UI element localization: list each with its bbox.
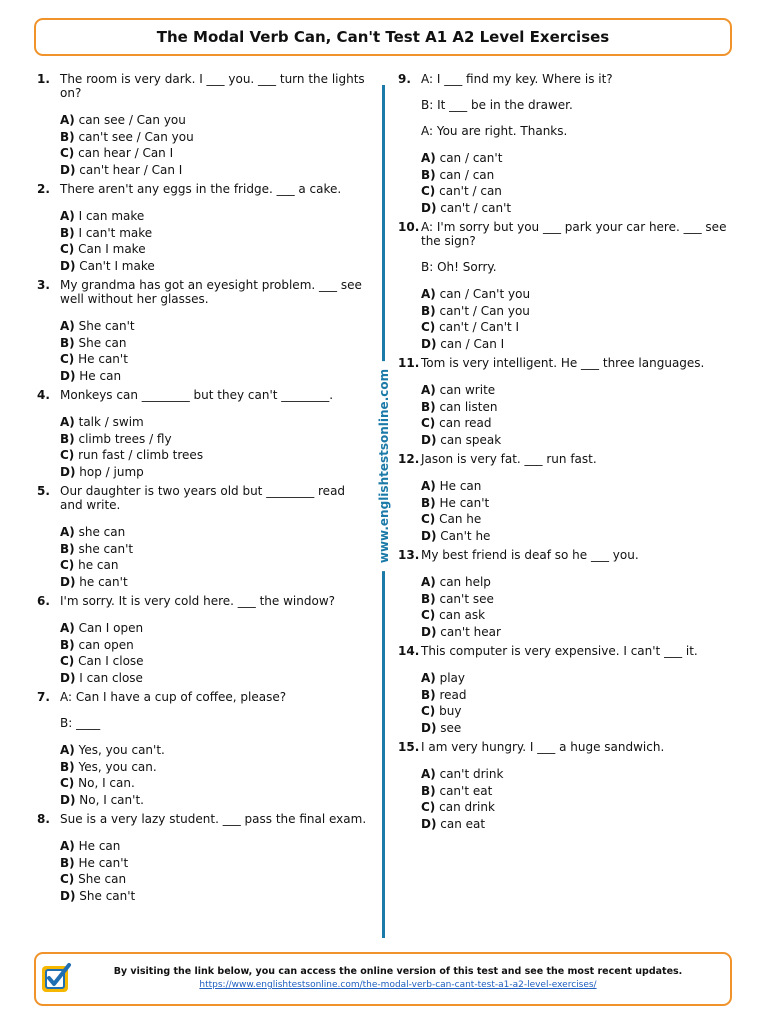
option-text: can't / Can't I <box>439 320 520 334</box>
option-letter: B) <box>60 335 75 350</box>
option-text: see <box>440 720 462 735</box>
option-letter: D) <box>60 258 76 273</box>
option-text: can write <box>439 383 496 397</box>
option-text: No, I can. <box>78 776 135 790</box>
option-letter: A) <box>421 575 436 589</box>
answer-option <box>60 637 367 654</box>
option-letter: C) <box>421 416 436 430</box>
option-letter: A) <box>421 151 436 165</box>
option-letter: D) <box>60 464 76 479</box>
option-text: buy <box>439 704 462 718</box>
answer-option <box>60 258 367 275</box>
option-letter: B) <box>60 637 75 652</box>
question-number: 15. <box>398 740 420 754</box>
option-letter: B) <box>421 167 436 182</box>
option-text: can't see <box>439 591 494 606</box>
question-text: Jason is very fat. ___ run fast. <box>421 452 597 466</box>
answer-option <box>421 183 728 200</box>
option-text: can / Can I <box>440 336 505 351</box>
option-letter: D) <box>421 816 437 831</box>
option-letter: D) <box>60 888 76 903</box>
answer-option <box>60 208 367 225</box>
question-number: 3. <box>37 278 50 292</box>
answer-option <box>60 670 367 687</box>
option-text: hop / jump <box>79 464 144 479</box>
question-item <box>398 220 728 352</box>
answer-option <box>60 447 367 464</box>
option-text: can see / Can you <box>78 113 186 127</box>
option-letter: C) <box>60 654 75 668</box>
answer-option <box>421 150 728 167</box>
option-letter: B) <box>421 687 436 702</box>
answer-option <box>421 703 728 720</box>
option-text: can listen <box>439 399 498 414</box>
answer-option <box>60 759 367 776</box>
question-item <box>37 72 367 178</box>
answer-option <box>421 200 728 217</box>
answer-option <box>60 541 367 558</box>
option-text: can drink <box>439 800 495 814</box>
answer-option <box>421 799 728 816</box>
answer-options <box>60 838 367 904</box>
question-number: 14. <box>398 644 420 658</box>
option-letter: B) <box>421 303 436 318</box>
option-text: play <box>439 671 466 685</box>
option-letter: B) <box>60 541 75 556</box>
option-letter: C) <box>421 512 436 526</box>
question-number: 8. <box>37 812 50 826</box>
question-text: Monkeys can ________ but they can't ________. <box>60 388 334 402</box>
option-text: can open <box>78 637 134 652</box>
answer-option <box>421 574 728 591</box>
answer-option <box>421 399 728 416</box>
answer-option <box>421 670 728 687</box>
option-text: can / Can't you <box>439 287 531 301</box>
option-text: She can <box>78 872 127 886</box>
answer-option <box>60 162 367 179</box>
option-text: can / can't <box>439 151 503 165</box>
option-letter: C) <box>421 704 436 718</box>
option-text: Can I open <box>78 621 144 635</box>
answer-option <box>421 783 728 800</box>
question-text: A: Can I have a cup of coffee, please? <box>60 690 287 704</box>
option-text: talk / swim <box>78 415 144 429</box>
option-text: He can't <box>78 352 128 366</box>
footer-text: By visiting the link below, you can access the online version of this test and see the most recent updates. <box>113 966 683 977</box>
option-letter: B) <box>60 225 75 240</box>
option-text: can't drink <box>439 767 504 781</box>
question-text: A: I'm sorry but you ___ park your car here. ___ see the sign? <box>421 220 727 248</box>
question-item <box>398 356 728 448</box>
answer-options <box>60 112 367 178</box>
answer-option <box>60 431 367 448</box>
option-letter: D) <box>421 624 437 639</box>
answer-option <box>60 653 367 670</box>
question-text: My grandma has got an eyesight problem. ___ see well without her glasses. <box>60 278 362 306</box>
question-number: 5. <box>37 484 50 498</box>
question-text: Tom is very intelligent. He ___ three languages. <box>421 356 705 370</box>
option-text: Can I make <box>78 242 146 256</box>
question-text: I'm sorry. It is very cold here. ___ the window? <box>60 594 335 608</box>
question-text: There aren't any eggs in the fridge. ___ a cake. <box>60 182 342 196</box>
question-text: This computer is very expensive. I can't ___ it. <box>421 644 698 658</box>
answer-option <box>421 624 728 641</box>
option-text: can help <box>439 575 491 589</box>
option-letter: D) <box>421 200 437 215</box>
question-text: My best friend is deaf so he ___ you. <box>421 548 639 562</box>
option-letter: C) <box>60 776 75 790</box>
answer-option <box>60 414 367 431</box>
question-item <box>37 388 367 480</box>
option-text: can't / can <box>439 184 502 198</box>
answer-options <box>60 742 367 808</box>
option-text: Yes, you can. <box>78 759 157 774</box>
option-letter: A) <box>421 383 436 397</box>
answer-option <box>421 432 728 449</box>
answer-option <box>60 225 367 242</box>
option-letter: A) <box>421 767 436 781</box>
answer-option <box>60 871 367 888</box>
answer-options <box>421 670 728 736</box>
question-number: 1. <box>37 72 50 86</box>
answer-option <box>421 528 728 545</box>
option-text: can speak <box>440 432 502 447</box>
option-text: run fast / climb trees <box>78 448 204 462</box>
option-text: He can <box>439 479 482 493</box>
option-text: I can close <box>79 670 143 685</box>
question-number: 11. <box>398 356 420 370</box>
answer-options <box>60 414 367 480</box>
answer-option <box>60 145 367 162</box>
option-letter: C) <box>60 352 75 366</box>
question-item <box>37 690 367 808</box>
option-text: can't hear <box>440 624 501 639</box>
answer-options <box>60 208 367 274</box>
option-letter: C) <box>60 448 75 462</box>
question-text: B: It ___ be in the drawer. <box>421 98 573 112</box>
option-text: I can't make <box>78 225 153 240</box>
option-letter: D) <box>421 432 437 447</box>
option-text: Can't I make <box>79 258 155 273</box>
question-item <box>398 548 728 640</box>
answer-option <box>60 318 367 335</box>
title-box <box>34 18 732 56</box>
answer-option <box>421 511 728 528</box>
question-column-left <box>37 72 367 908</box>
question-number: 2. <box>37 182 50 196</box>
option-letter: A) <box>60 113 75 127</box>
answer-options <box>421 150 728 216</box>
question-number: 9. <box>398 72 411 86</box>
option-text: Can't he <box>440 528 491 543</box>
option-letter: A) <box>60 839 75 853</box>
question-item <box>398 452 728 544</box>
question-text: The room is very dark. I ___ you. ___ turn the lights on? <box>60 72 365 100</box>
option-text: No, I can't. <box>79 792 144 807</box>
question-item <box>37 594 367 686</box>
answer-option <box>421 816 728 833</box>
answer-option <box>421 495 728 512</box>
question-text: B: ____ <box>60 716 101 730</box>
option-text: can't see / Can you <box>78 129 194 144</box>
option-text: can eat <box>440 816 486 831</box>
footer-link[interactable]: https://www.englishtestsonline.com/the-modal-verb-can-cant-test-a1-a2-level-exercises/ <box>199 980 597 990</box>
question-item <box>37 484 367 590</box>
question-number: 10. <box>398 220 420 234</box>
question-text: B: Oh! Sorry. <box>421 260 497 274</box>
option-text: she can <box>78 525 126 539</box>
option-letter: A) <box>60 319 75 333</box>
option-letter: B) <box>60 759 75 774</box>
question-number: 6. <box>37 594 50 608</box>
answer-option <box>60 464 367 481</box>
question-text: A: I ___ find my key. Where is it? <box>421 72 613 86</box>
option-text: he can't <box>79 574 128 589</box>
option-letter: D) <box>60 670 76 685</box>
question-number: 13. <box>398 548 420 562</box>
question-number: 12. <box>398 452 420 466</box>
option-text: can't eat <box>439 783 493 798</box>
option-letter: B) <box>60 129 75 144</box>
answer-option <box>421 415 728 432</box>
option-text: can hear / Can I <box>78 146 174 160</box>
option-text: climb trees / fly <box>78 431 172 446</box>
answer-option <box>60 855 367 872</box>
option-letter: B) <box>60 855 75 870</box>
question-item <box>398 644 728 736</box>
question-number: 4. <box>37 388 50 402</box>
page-title: The Modal Verb Can, Can't Test A1 A2 Level Exercises <box>156 28 610 46</box>
answer-option <box>60 574 367 591</box>
option-text: Yes, you can't. <box>78 743 165 757</box>
option-letter: B) <box>421 495 436 510</box>
answer-options <box>421 574 728 640</box>
question-item <box>37 182 367 274</box>
answer-option <box>421 687 728 704</box>
option-letter: C) <box>421 184 436 198</box>
option-letter: B) <box>421 783 436 798</box>
checkbox-icon <box>40 961 72 995</box>
option-text: He can <box>78 839 121 853</box>
option-text: can't hear / Can I <box>79 162 183 177</box>
answer-option <box>421 382 728 399</box>
option-letter: C) <box>60 872 75 886</box>
answer-option <box>60 368 367 385</box>
question-number: 7. <box>37 690 50 704</box>
option-letter: A) <box>421 671 436 685</box>
option-letter: C) <box>421 608 436 622</box>
answer-option <box>421 319 728 336</box>
question-item <box>398 72 728 216</box>
question-item <box>398 740 728 832</box>
option-letter: D) <box>60 368 76 383</box>
question-item <box>37 812 367 904</box>
answer-options <box>421 286 728 352</box>
question-text: I am very hungry. I ___ a huge sandwich. <box>421 740 665 754</box>
option-letter: A) <box>60 415 75 429</box>
answer-option <box>421 607 728 624</box>
option-text: He can't <box>78 855 129 870</box>
answer-option <box>421 336 728 353</box>
option-letter: C) <box>60 242 75 256</box>
option-letter: A) <box>421 479 436 493</box>
answer-options <box>421 382 728 448</box>
answer-option <box>421 720 728 737</box>
option-text: He can't <box>439 495 490 510</box>
answer-options <box>60 620 367 686</box>
option-letter: B) <box>421 399 436 414</box>
option-text: can / can <box>439 167 495 182</box>
answer-option <box>60 742 367 759</box>
option-letter: B) <box>60 431 75 446</box>
option-text: Can I close <box>78 654 144 668</box>
option-letter: A) <box>421 287 436 301</box>
answer-option <box>421 286 728 303</box>
website-watermark: www.englishtestsonline.com <box>377 361 391 571</box>
option-letter: D) <box>60 574 76 589</box>
answer-option <box>60 888 367 905</box>
answer-options <box>60 318 367 384</box>
question-item <box>37 278 367 384</box>
option-letter: D) <box>421 336 437 351</box>
answer-option <box>421 591 728 608</box>
footer-box <box>34 952 732 1006</box>
option-text: he can <box>78 558 119 572</box>
answer-option <box>60 241 367 258</box>
answer-options <box>421 766 728 832</box>
answer-option <box>60 112 367 129</box>
option-letter: C) <box>421 800 436 814</box>
option-text: She can't <box>79 888 136 903</box>
option-letter: A) <box>60 525 75 539</box>
option-letter: D) <box>421 528 437 543</box>
answer-option <box>421 766 728 783</box>
option-text: read <box>439 687 467 702</box>
answer-option <box>421 303 728 320</box>
option-text: She can't <box>78 319 135 333</box>
option-letter: C) <box>60 146 75 160</box>
question-text: A: You are right. Thanks. <box>421 124 568 138</box>
option-text: she can't <box>78 541 134 556</box>
answer-options <box>60 524 367 590</box>
option-letter: A) <box>60 209 75 223</box>
answer-option <box>60 775 367 792</box>
option-text: He can <box>79 368 122 383</box>
question-text: Sue is a very lazy student. ___ pass the final exam. <box>60 812 367 826</box>
option-text: can ask <box>439 608 486 622</box>
answer-option <box>60 335 367 352</box>
option-letter: D) <box>421 720 437 735</box>
option-text: can read <box>439 416 492 430</box>
option-letter: B) <box>421 591 436 606</box>
answer-option <box>60 792 367 809</box>
option-text: can't / can't <box>440 200 512 215</box>
answer-option <box>421 167 728 184</box>
option-text: Can he <box>439 512 482 526</box>
option-letter: D) <box>60 162 76 177</box>
answer-options <box>421 478 728 544</box>
answer-option <box>60 129 367 146</box>
option-letter: A) <box>60 743 75 757</box>
answer-option <box>60 524 367 541</box>
question-text: Our daughter is two years old but ________ read and write. <box>60 484 346 512</box>
option-text: can't / Can you <box>439 303 530 318</box>
option-letter: D) <box>60 792 76 807</box>
answer-option <box>421 478 728 495</box>
answer-option <box>60 620 367 637</box>
answer-option <box>60 351 367 368</box>
answer-option <box>60 838 367 855</box>
question-column-right <box>398 72 728 836</box>
option-text: She can <box>78 335 127 350</box>
option-letter: A) <box>60 621 75 635</box>
option-letter: C) <box>60 558 75 572</box>
answer-option <box>60 557 367 574</box>
option-letter: C) <box>421 320 436 334</box>
option-text: I can make <box>78 209 145 223</box>
